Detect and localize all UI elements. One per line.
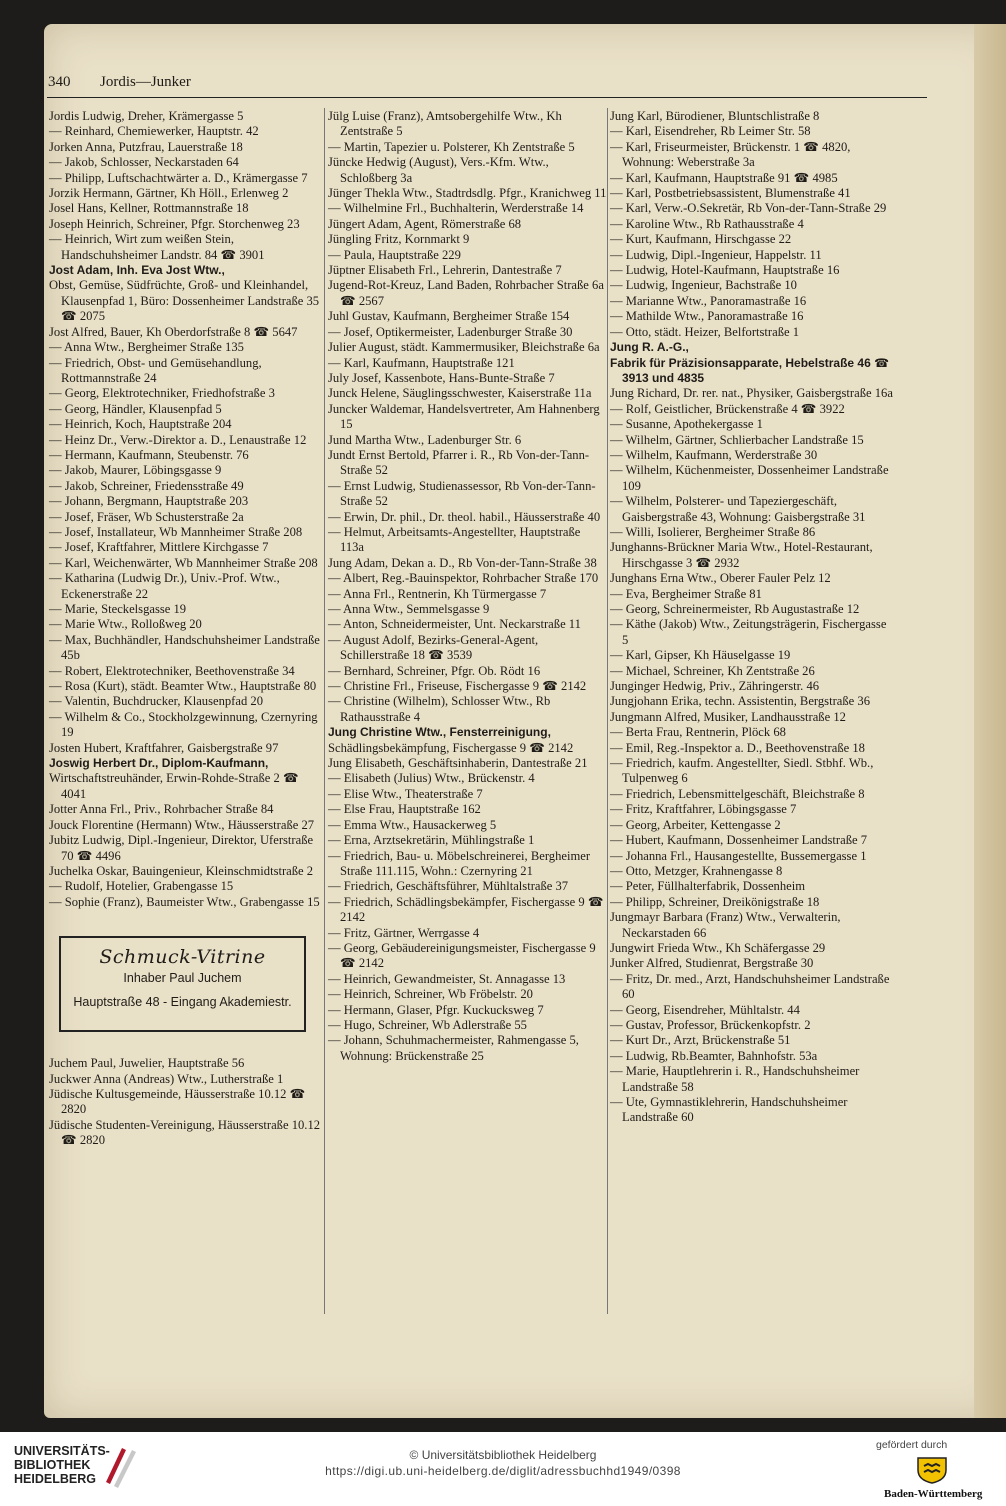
directory-entry: Jung Richard, Dr. rer. nat., Physiker, Gaisbergstraße 16a bbox=[610, 386, 893, 401]
column-1-entries bbox=[49, 109, 322, 910]
directory-entry: Jotter Anna Frl., Priv., Rohrbacher Straße 84 bbox=[49, 802, 274, 817]
directory-entry: — Albert, Reg.-Bauinspektor, Rohrbacher Straße 170 bbox=[328, 571, 599, 586]
directory-entry: — Rosa (Kurt), städt. Beamter Wtw., Hauptstraße 80 bbox=[49, 679, 317, 694]
directory-entry: — Georg, Eisendreher, Mühltalstr. 44 bbox=[610, 1002, 800, 1017]
directory-entry: — Johann, Bergmann, Hauptstraße 203 bbox=[49, 494, 249, 509]
directory-entry: — Fritz, Kraftfahrer, Löbingsgasse 7 bbox=[610, 802, 797, 817]
directory-entry: — Marie, Hauptlehrerin i. R., Handschuhsheimer Landstraße 58 bbox=[610, 1064, 860, 1094]
directory-entry: — Hugo, Schreiner, Wb Adlerstraße 55 bbox=[328, 1017, 527, 1032]
directory-entry: — Philipp, Schreiner, Dreikönigstraße 18 bbox=[610, 894, 820, 909]
sponsor-label: gefördert durch bbox=[876, 1439, 948, 1451]
directory-entry: — Ludwig, Rb.Beamter, Bahnhofstr. 53a bbox=[610, 1048, 818, 1063]
directory-entry: — Eva, Bergheimer Straße 81 bbox=[610, 586, 762, 601]
directory-entry: Jundt Ernst Bertold, Pfarrer i. R., Rb Von-der-Tann-Straße 52 bbox=[328, 447, 590, 478]
directory-entry: Juchelka Oskar, Bauingenieur, Kleinschmidtstraße 2 bbox=[49, 863, 314, 878]
directory-entry: — Peter, Füllhalterfabrik, Dossenheim bbox=[610, 879, 806, 894]
directory-entry: — Erwin, Dr. phil., Dr. theol. habil., Häusserstraße 40 bbox=[328, 509, 601, 524]
directory-entry: — Ludwig, Dipl.-Ingenieur, Happelstr. 11 bbox=[610, 247, 822, 262]
directory-entry: — Josef, Kraftfahrer, Mittlere Kirchgasse 7 bbox=[49, 540, 269, 555]
column-divider bbox=[607, 108, 608, 1314]
ad-title: Schmuck-Vitrine bbox=[99, 946, 266, 969]
page-number: 340 bbox=[48, 74, 71, 90]
directory-entry: — Josef, Installateur, Wb Mannheimer Straße 208 bbox=[49, 524, 303, 539]
directory-entry: — Paula, Hauptstraße 229 bbox=[328, 247, 461, 262]
directory-entry: Juckwer Anna (Andreas) Wtw., Lutherstraße 1 bbox=[49, 1071, 284, 1086]
directory-entry: — Elisabeth (Julius) Wtw., Brückenstr. 4 bbox=[328, 771, 535, 786]
directory-entry: — Erna, Arztsekretärin, Mühlingstraße 1 bbox=[328, 833, 535, 848]
directory-entry: — Wilhelm, Kaufmann, Werderstraße 30 bbox=[610, 447, 818, 462]
directory-entry: Junghanns-Brückner Maria Wtw., Hotel-Restaurant, Hirschgasse 3 ☎ 2932 bbox=[610, 540, 873, 570]
directory-entry: — Karl, Kaufmann, Hauptstraße 91 ☎ 4985 bbox=[610, 170, 838, 185]
directory-entry: Jung Christine Wtw., Fensterreinigung, bbox=[328, 725, 551, 740]
directory-entry: Juncker Waldemar, Handelsvertreter, Am Hahnenberg 15 bbox=[328, 401, 600, 432]
sponsor-name: Baden-Württemberg bbox=[884, 1488, 983, 1500]
directory-entry: — Hermann, Glaser, Pfgr. Kuckucksweg 7 bbox=[328, 1002, 544, 1017]
directory-entry: — Anton, Schneidermeister, Unt. Neckarstraße 11 bbox=[328, 617, 581, 632]
directory-entry: — Marie Wtw., Rolloßweg 20 bbox=[49, 617, 202, 632]
directory-entry: Jost Alfred, Bauer, Kh Oberdorfstraße 8 ☎ 5647 bbox=[49, 324, 298, 339]
directory-entry: — Mathilde Wtw., Panoramastraße 16 bbox=[610, 309, 804, 324]
directory-entry: — Martin, Tapezier u. Polsterer, Kh Zentstraße 5 bbox=[328, 139, 575, 154]
state-crest-icon bbox=[914, 1454, 950, 1484]
directory-entry: Junghans Erna Wtw., Oberer Fauler Pelz 12 bbox=[610, 571, 831, 586]
directory-entry: — Bernhard, Schreiner, Pfgr. Ob. Rödt 16 bbox=[328, 663, 541, 678]
directory-entry: Jungwirt Frieda Wtw., Kh Schäfergasse 29 bbox=[610, 940, 826, 955]
directory-entry: — Georg, Gebäudereinigungsmeister, Fischergasse 9 ☎ 2142 bbox=[328, 940, 596, 971]
directory-entry: — Karl, Gipser, Kh Häuselgasse 19 bbox=[610, 648, 791, 663]
directory-entry: — Heinrich, Koch, Hauptstraße 204 bbox=[49, 417, 232, 432]
directory-entry: Jubitz Ludwig, Dipl.-Ingenieur, Direktor, Uferstraße 70 ☎ 4496 bbox=[49, 833, 314, 863]
directory-entry: — Katharina (Ludwig Dr.), Univ.-Prof. Wtw., Eckenerstraße 22 bbox=[49, 571, 280, 601]
directory-entry: — Fritz, Gärtner, Werrgasse 4 bbox=[328, 925, 480, 940]
directory-entry: — Christine (Wilhelm), Schlosser Wtw., Rb Rathausstraße 4 bbox=[328, 694, 551, 724]
directory-entry: — Anna Frl., Rentnerin, Kh Türmergasse 7 bbox=[328, 586, 547, 601]
advertisement-box bbox=[59, 936, 306, 1032]
directory-entry: Jund Martha Wtw., Ladenburger Str. 6 bbox=[328, 432, 522, 447]
footer-bar bbox=[0, 1432, 1006, 1506]
directory-entry: — Michael, Schreiner, Kh Zentstraße 26 bbox=[610, 663, 815, 678]
directory-entry: — Ute, Gymnastiklehrerin, Handschuhsheimer Landstraße 60 bbox=[610, 1095, 848, 1125]
directory-entry: — Wilhelm, Gärtner, Schlierbacher Landstraße 15 bbox=[610, 432, 864, 447]
directory-entry: Joswig Herbert Dr., Diplom-Kaufmann, bbox=[49, 756, 269, 771]
directory-entry: Jüncke Hedwig (August), Vers.-Kfm. Wtw., Schloßberg 3a bbox=[328, 155, 549, 185]
directory-entry: — Else Frau, Hauptstraße 162 bbox=[328, 802, 481, 817]
directory-entry: — Wilhelm, Polsterer- und Tapeziergeschäft, Gaisbergstraße 43, Wohnung: Gaisbergstraße 31 bbox=[610, 494, 866, 524]
directory-entry: July Josef, Kassenbote, Hans-Bunte-Straße 7 bbox=[328, 370, 555, 385]
directory-entry: — Willi, Isolierer, Bergheimer Straße 86 bbox=[610, 524, 816, 539]
directory-entry: — Marie, Steckelsgasse 19 bbox=[49, 602, 187, 616]
library-name-line: HEIDELBERG bbox=[14, 1472, 96, 1486]
directory-entry: Fabrik für Präzisionsapparate, Hebelstraße 46 ☎ 3913 und 4835 bbox=[610, 355, 890, 385]
directory-entry: — Jakob, Maurer, Löbingsgasse 9 bbox=[49, 463, 222, 478]
directory-entry: Josel Hans, Kellner, Rottmannstraße 18 bbox=[49, 201, 249, 216]
directory-entry: — Georg, Händler, Klausenpfad 5 bbox=[49, 401, 222, 416]
directory-entry: — Ludwig, Ingenieur, Bachstraße 10 bbox=[610, 278, 797, 293]
directory-entry: — Friedrich, Bau- u. Möbelschreinerei, Bergheimer Straße 111.115, Wohn.: Czernyring 21 bbox=[328, 848, 591, 878]
page-header bbox=[48, 74, 191, 91]
directory-entry: Julier August, städt. Kammermusiker, Bleichstraße 6a bbox=[328, 340, 600, 355]
directory-entry: — Anna Wtw., Semmelsgasse 9 bbox=[328, 602, 490, 616]
directory-entry: — Heinrich, Gewandmeister, St. Annagasse 13 bbox=[328, 971, 566, 986]
directory-entry: — Ludwig, Hotel-Kaufmann, Hauptstraße 16 bbox=[610, 263, 840, 278]
running-title: Jordis—Junker bbox=[100, 74, 191, 90]
directory-entry: Jüngert Adam, Agent, Römerstraße 68 bbox=[328, 216, 522, 231]
directory-entry: Junck Helene, Säuglingsschwester, Kaiserstraße 11a bbox=[328, 386, 592, 401]
directory-entry: — Friedrich, kaufm. Angestellter, Siedl. Stbhf. Wb., Tulpenweg 6 bbox=[610, 756, 874, 786]
directory-entry: Jülg Luise (Franz), Amtsobergehilfe Wtw., Kh Zentstraße 5 bbox=[328, 109, 562, 139]
directory-entry: Jüdische Kultusgemeinde, Häusserstraße 10.12 ☎ 2820 bbox=[49, 1086, 306, 1117]
page-edge bbox=[974, 24, 1006, 1418]
directory-entry: — Philipp, Luftschachtwärter a. D., Krämergasse 7 bbox=[49, 170, 308, 185]
directory-entry: — Anna Wtw., Bergheimer Straße 135 bbox=[49, 340, 244, 355]
directory-entry: — Karl, Weichenwärter, Wb Mannheimer Straße 208 bbox=[49, 555, 318, 570]
directory-entry: — August Adolf, Bezirks-General-Agent, Schillerstraße 18 ☎ 3539 bbox=[328, 632, 539, 663]
library-name-line: UNIVERSITÄTS- bbox=[14, 1444, 110, 1458]
directory-entry: Josten Hubert, Kraftfahrer, Gaisbergstraße 97 bbox=[49, 740, 279, 755]
directory-entry: — Hubert, Kaufmann, Dossenheimer Landstraße 7 bbox=[610, 833, 868, 848]
directory-entry: — Karoline Wtw., Rb Rathausstraße 4 bbox=[610, 216, 804, 231]
directory-entry: — Käthe (Jakob) Wtw., Zeitungsträgerin, Fischergasse 5 bbox=[610, 617, 887, 647]
header-rule bbox=[47, 97, 927, 98]
directory-entry: Junker Alfred, Studienrat, Bergstraße 30 bbox=[610, 956, 814, 971]
directory-entry: Schädlingsbekämpfung, Fischergasse 9 ☎ 2142 bbox=[328, 740, 574, 755]
directory-entry: — Hermann, Kaufmann, Steubenstr. 76 bbox=[49, 447, 249, 462]
directory-entry: — Reinhard, Chemiewerker, Hauptstr. 42 bbox=[49, 124, 259, 139]
directory-entry: Jung Elisabeth, Geschäftsinhaberin, Dantestraße 21 bbox=[328, 756, 588, 771]
directory-entry: — Susanne, Apothekergasse 1 bbox=[610, 417, 763, 432]
ad-address: Hauptstraße 48 - Eingang Akademiestr. bbox=[73, 994, 292, 1009]
directory-entry: — Wilhelm & Co., Stockholzgewinnung, Czernyring 19 bbox=[49, 709, 318, 740]
directory-entry: Jungmayr Barbara (Franz) Wtw., Verwalterin, Neckarstaden 66 bbox=[610, 910, 841, 940]
directory-entry: Junginger Hedwig, Priv., Zähringerstr. 46 bbox=[610, 679, 820, 694]
column-3 bbox=[610, 109, 893, 1126]
directory-entry: — Jakob, Schreiner, Friedensstraße 49 bbox=[49, 478, 244, 493]
directory-entry: — Heinrich, Wirt zum weißen Stein, Handschuhsheimer Landstr. 84 ☎ 3901 bbox=[49, 232, 265, 262]
directory-entry: Juchem Paul, Juwelier, Hauptstraße 56 bbox=[49, 1056, 245, 1071]
directory-entry: — Gustav, Professor, Brückenkopfstr. 2 bbox=[610, 1017, 811, 1032]
directory-entry: — Karl, Kaufmann, Hauptstraße 121 bbox=[328, 355, 515, 370]
directory-entry: Jungmann Alfred, Musiker, Landhausstraße 12 bbox=[610, 709, 846, 724]
directory-entry: Jorzik Hermann, Gärtner, Kh Höll., Erlenweg 2 bbox=[49, 186, 289, 201]
directory-entry: — Johann, Schuhmachermeister, Rahmengasse 5, Wohnung: Brückenstraße 25 bbox=[328, 1033, 579, 1063]
directory-entry: — Valentin, Buchdrucker, Klausenpfad 20 bbox=[49, 694, 264, 709]
directory-entry: — Emil, Reg.-Inspektor a. D., Beethovenstraße 18 bbox=[610, 740, 865, 755]
directory-entry: Jüdische Studenten-Vereinigung, Häusserstraße 10.12 ☎ 2820 bbox=[49, 1117, 321, 1148]
directory-entry: — Josef, Optikermeister, Ladenburger Straße 30 bbox=[328, 324, 573, 339]
directory-entry: — Elise Wtw., Theaterstraße 7 bbox=[328, 786, 483, 801]
directory-entry: — Georg, Schreinermeister, Rb Augustastraße 12 bbox=[610, 602, 860, 616]
copyright-notice: © Universitätsbibliothek Heidelberg bbox=[409, 1448, 597, 1462]
directory-entry: — Emma Wtw., Hausackerweg 5 bbox=[328, 817, 497, 832]
directory-entry: Jordis Ludwig, Dreher, Krämergasse 5 bbox=[49, 109, 244, 123]
directory-entry: Jorken Anna, Putzfrau, Lauerstraße 18 bbox=[49, 139, 243, 154]
directory-entry: Jüptner Elisabeth Frl., Lehrerin, Dantestraße 7 bbox=[328, 263, 562, 278]
directory-entry: — Wilhelmine Frl., Buchhalterin, Werderstraße 14 bbox=[328, 201, 584, 216]
directory-entry: — Karl, Verw.-O.Sekretär, Rb Von-der-Tann-Straße 29 bbox=[610, 201, 887, 216]
library-name-line: BIBLIOTHEK bbox=[14, 1458, 91, 1472]
directory-entry: — Wilhelm, Küchenmeister, Dossenheimer Landstraße 109 bbox=[610, 463, 889, 493]
directory-entry: Jung Karl, Bürodiener, Bluntschlistraße 8 bbox=[610, 109, 820, 123]
directory-entry: — Josef, Fräser, Wb Schusterstraße 2a bbox=[49, 509, 244, 524]
column-1 bbox=[49, 109, 322, 1149]
directory-entry: — Friedrich, Geschäftsführer, Mühltalstraße 37 bbox=[328, 879, 569, 894]
directory-entry: Jung R. A.-G., bbox=[610, 340, 689, 355]
directory-entry: Juhl Gustav, Kaufmann, Bergheimer Straße 154 bbox=[328, 309, 570, 324]
directory-entry: Jost Adam, Inh. Eva Jost Wtw., bbox=[49, 263, 225, 278]
column-1-entries-after-ad bbox=[49, 1056, 322, 1148]
directory-entry: Jungjohann Erika, techn. Assistentin, Bergstraße 36 bbox=[610, 694, 870, 709]
directory-entry: — Heinz Dr., Verw.-Direktor a. D., Lenaustraße 12 bbox=[49, 432, 307, 447]
directory-entry: — Max, Buchhändler, Handschuhsheimer Landstraße 45b bbox=[49, 632, 320, 663]
directory-entry: Jouck Florentine (Hermann) Wtw., Häusserstraße 27 bbox=[49, 817, 315, 832]
directory-entry: Jugend-Rot-Kreuz, Land Baden, Rohrbacher Straße 6a ☎ 2567 bbox=[328, 278, 604, 308]
directory-entry: — Ernst Ludwig, Studienassessor, Rb Von-der-Tann-Straße 52 bbox=[328, 478, 596, 509]
directory-entry: — Heinrich, Schreiner, Wb Fröbelstr. 20 bbox=[328, 987, 533, 1002]
permalink-url[interactable]: https://digi.ub.uni-heidelberg.de/diglit/adressbuchhd1949/0398 bbox=[325, 1464, 681, 1478]
directory-entry: — Christine Frl., Friseuse, Fischergasse 9 ☎ 2142 bbox=[328, 679, 587, 694]
directory-entry: — Friedrich, Lebensmittelgeschäft, Bleichstraße 8 bbox=[610, 786, 865, 801]
ad-owner: Inhaber Paul Juchem bbox=[123, 970, 242, 985]
directory-entry: Wirtschaftstreuhänder, Erwin-Rohde-Straße 2 ☎ 4041 bbox=[49, 771, 299, 801]
directory-entry: — Karl, Eisendreher, Rb Leimer Str. 58 bbox=[610, 124, 811, 139]
directory-entry: Joseph Heinrich, Schreiner, Pfgr. Storchenweg 23 bbox=[49, 216, 300, 231]
column-divider bbox=[324, 108, 325, 1314]
directory-entry: — Kurt, Kaufmann, Hirschgasse 22 bbox=[610, 232, 792, 247]
directory-entry: — Georg, Arbeiter, Kettengasse 2 bbox=[610, 817, 781, 832]
directory-entry: Jünger Thekla Wtw., Stadtrdsdlg. Pfgr., Kranichweg 11 bbox=[328, 186, 607, 201]
directory-entry: — Kurt Dr., Arzt, Brückenstraße 51 bbox=[610, 1033, 791, 1048]
directory-entry: — Otto, Metzger, Krahnengasse 8 bbox=[610, 863, 783, 878]
directory-entry: — Otto, städt. Heizer, Belfortstraße 1 bbox=[610, 324, 800, 339]
directory-entry: Obst, Gemüse, Südfrüchte, Groß- und Kleinhandel, Klausenpfad 1, Büro: Dossenheimer Landstraße 35 ☎ 2075 bbox=[49, 278, 320, 324]
directory-entry: — Karl, Friseurmeister, Brückenstr. 1 ☎ 4820, Wohnung: Weberstraße 3a bbox=[610, 139, 851, 170]
directory-entry: — Friedrich, Schädlingsbekämpfer, Fischergasse 9 ☎ 2142 bbox=[328, 894, 604, 925]
directory-entry: — Marianne Wtw., Panoramastraße 16 bbox=[610, 293, 807, 308]
directory-entry: — Rudolf, Hotelier, Grabengasse 15 bbox=[49, 879, 234, 894]
column-2 bbox=[328, 109, 607, 1064]
directory-entry: — Fritz, Dr. med., Arzt, Handschuhsheimer Landstraße 60 bbox=[610, 971, 890, 1002]
directory-entry: — Robert, Elektrotechniker, Beethovenstraße 34 bbox=[49, 663, 295, 678]
directory-entry: Jüngling Fritz, Kornmarkt 9 bbox=[328, 232, 470, 247]
directory-entry: — Rolf, Geistlicher, Brückenstraße 4 ☎ 3922 bbox=[610, 401, 845, 416]
directory-entry: — Helmut, Arbeitsamts-Angestellter, Hauptstraße 113a bbox=[328, 524, 581, 555]
directory-entry: — Friedrich, Obst- und Gemüsehandlung, Rottmannstraße 24 bbox=[49, 355, 262, 385]
directory-entry: — Jakob, Schlosser, Neckarstaden 64 bbox=[49, 155, 239, 170]
directory-entry: — Berta Frau, Rentnerin, Plöck 68 bbox=[610, 725, 786, 740]
directory-entry: — Sophie (Franz), Baumeister Wtw., Grabengasse 15 bbox=[49, 894, 320, 909]
directory-entry: — Johanna Frl., Hausangestellte, Bussemergasse 1 bbox=[610, 848, 867, 863]
directory-entry: — Georg, Elektrotechniker, Friedhofstraße 3 bbox=[49, 386, 275, 401]
directory-entry: Jung Adam, Dekan a. D., Rb Von-der-Tann-Straße 38 bbox=[328, 555, 597, 570]
directory-entry: — Karl, Postbetriebsassistent, Blumenstraße 41 bbox=[610, 186, 851, 201]
